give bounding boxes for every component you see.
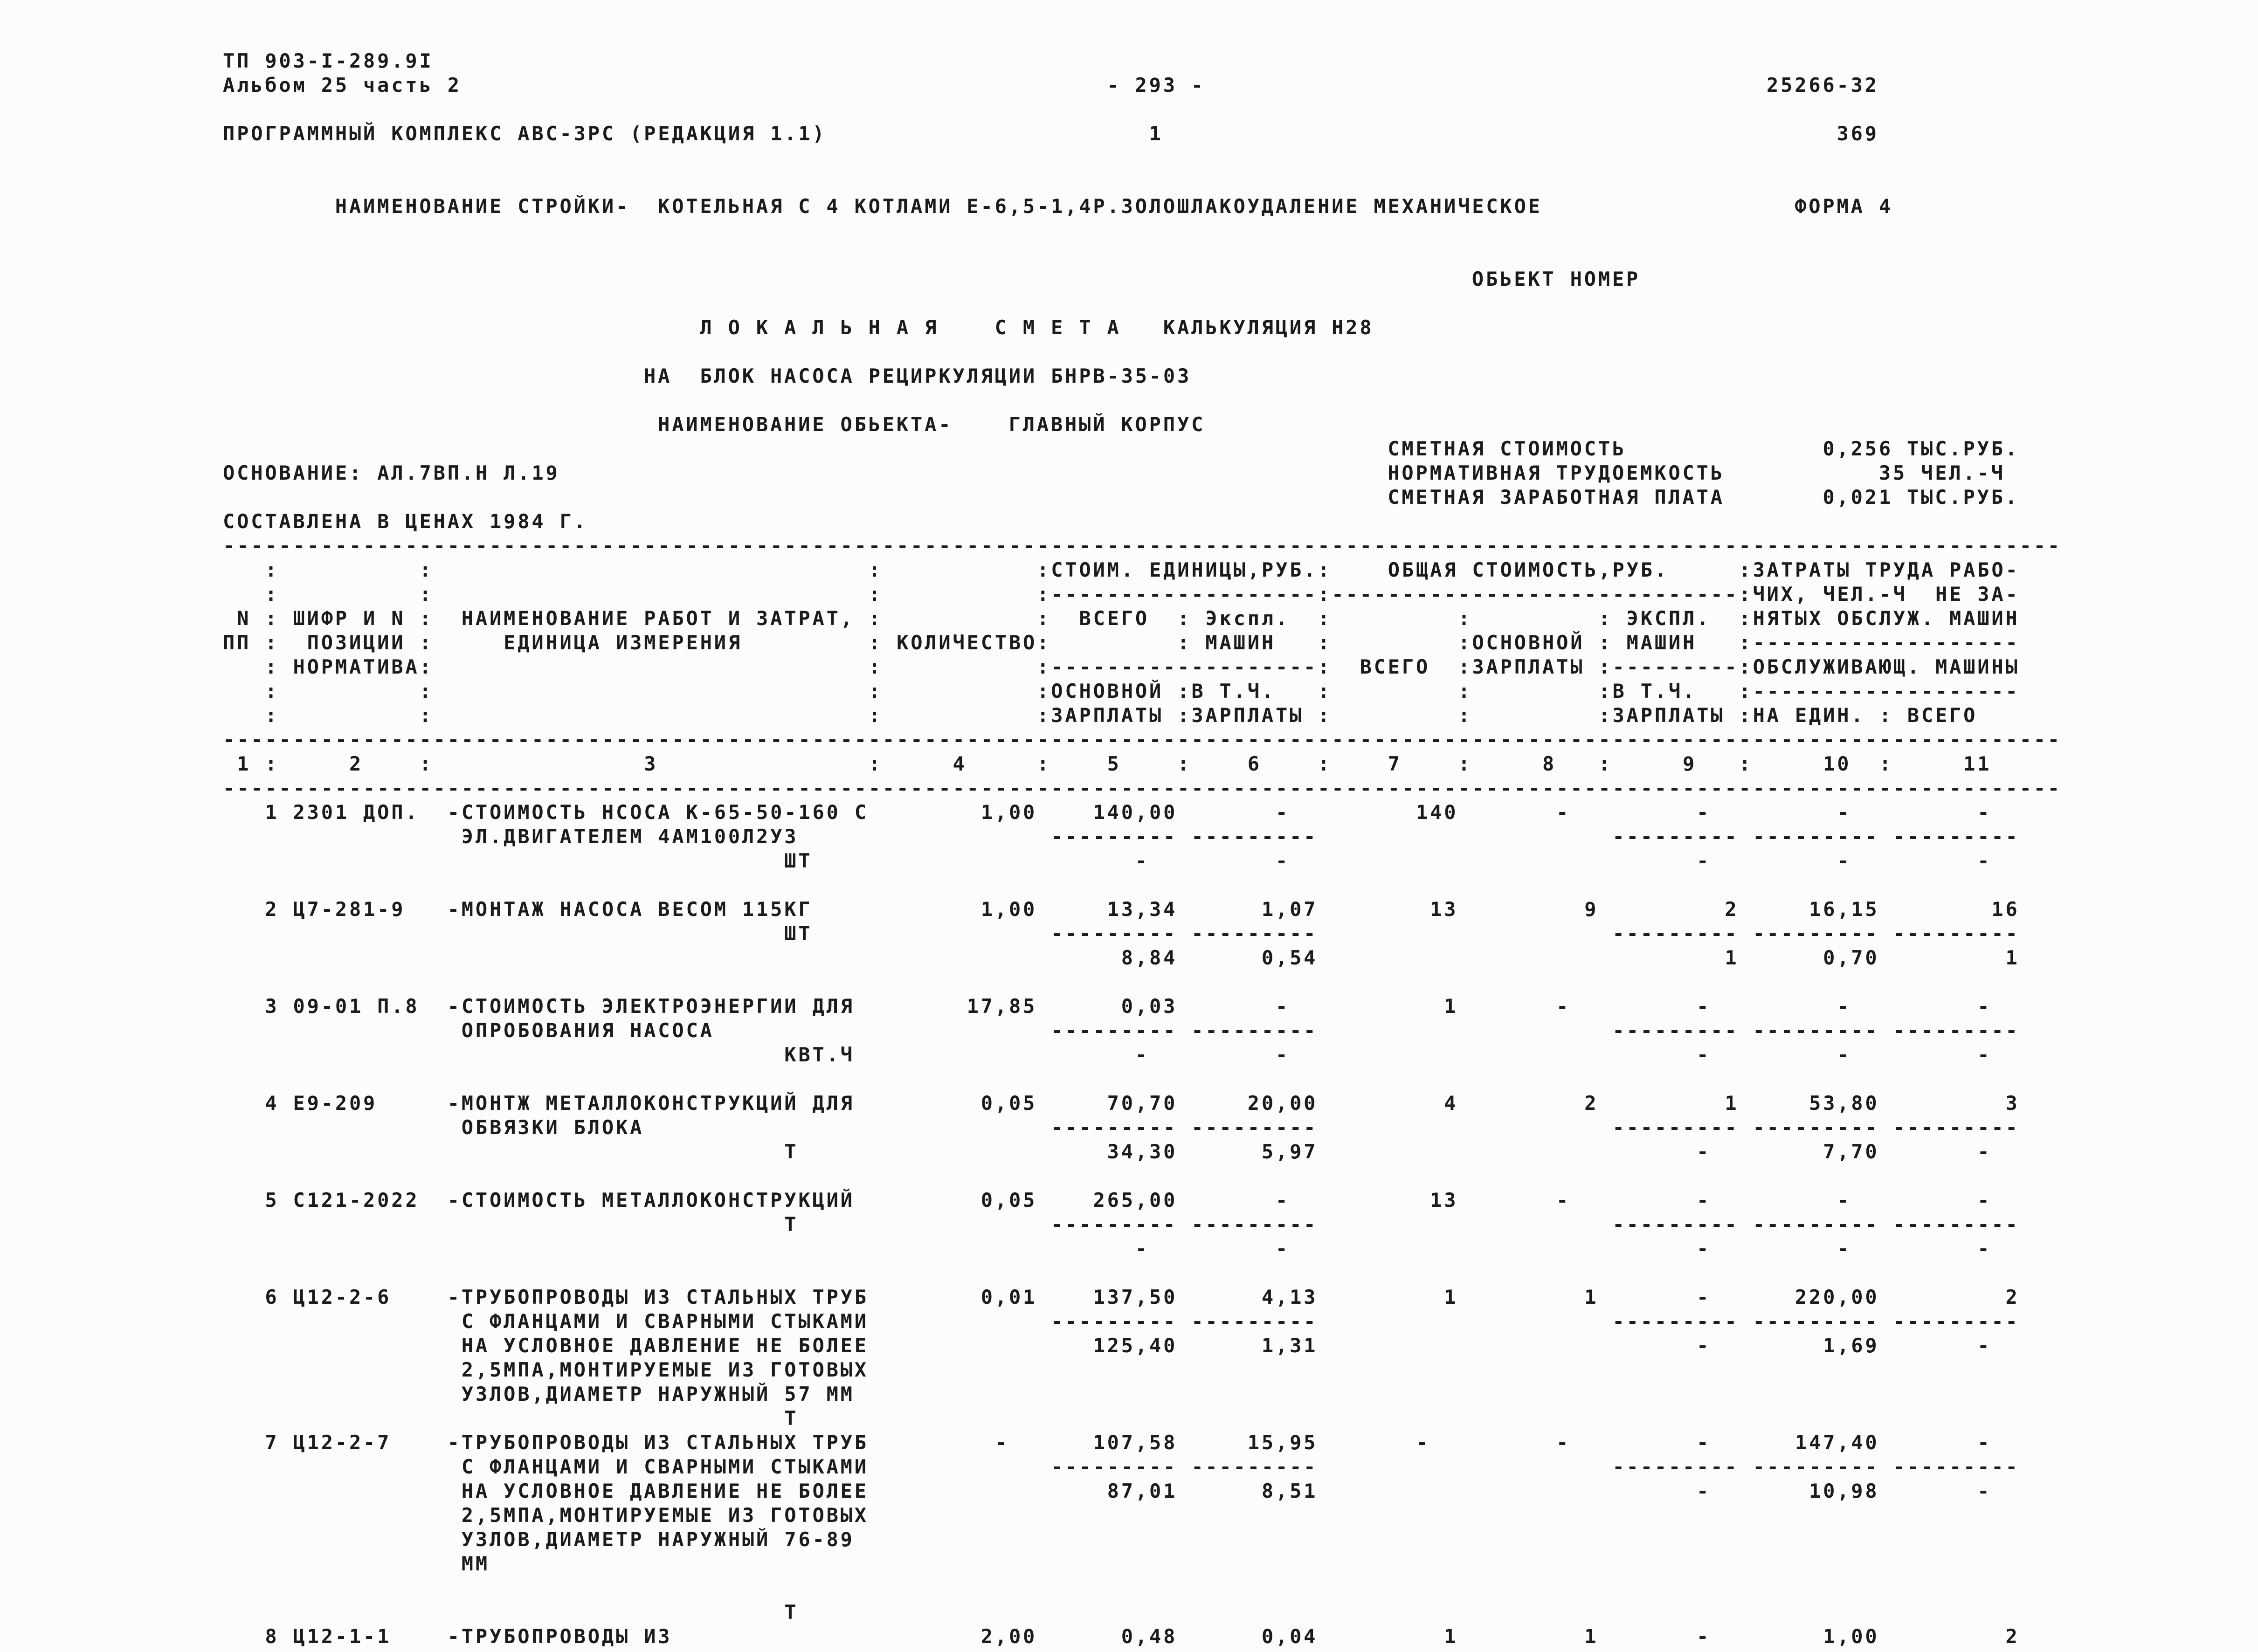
header-line-1: : : : :СТОИМ. ЕДИНИЦЫ,РУБ.: ОБЩАЯ СТОИМОСТЬ,РУБ. :ЗАТРАТЫ ТРУДА РАБО- (223, 558, 2076, 581)
row-7-values-1: 7 Ц12-2-7 -ТРУБОПРОВОДЫ ИЗ СТАЛЬНЫХ ТРУБ - 107,58 15,95 - - - 147,40 - (223, 1431, 2076, 1454)
row-3-values-2: КВТ.Ч - - - - - (223, 1043, 2076, 1066)
sheet-current: 1 (1149, 122, 1163, 145)
row-6-unit: Т (223, 1407, 2076, 1430)
row-spacer (223, 1261, 2076, 1285)
object-number-label: ОБЬЕКТ НОМЕР (1471, 268, 1641, 290)
row-4-separator: ОБВЯЗКИ БЛОКА --------- --------- --------- --------- --------- (223, 1116, 2076, 1139)
row-6-name-4: 2,5МПА,МОНТИРУЕМЫЕ ИЗ ГОТОВЫХ (223, 1358, 2076, 1381)
estimate-table (223, 534, 2076, 1649)
row-1-separator: ЭЛ.ДВИГАТЕЛЕМ 4АМ100Л2У3 --------- --------- --------- --------- --------- (223, 825, 2076, 848)
row-7-separator: С ФЛАНЦАМИ И СВАРНЫМИ СТЫКАМИ --------- --------- --------- --------- --------- (223, 1455, 2076, 1478)
sheet-ref: 369 (1837, 122, 1879, 145)
row-spacer (223, 970, 2076, 994)
row-7-name-6: ММ (223, 1552, 2076, 1575)
row-5-values-2: - - - - - (223, 1237, 2076, 1260)
page-number: - 293 - (1107, 74, 1206, 96)
row-5-separator: Т --------- --------- --------- --------- --------- (223, 1213, 2076, 1236)
object-value: ГЛАВНЫЙ КОРПУС (1008, 413, 1206, 436)
row-7-name-5: УЗЛОВ,ДИАМЕТР НАРУЖНЫЙ 76-89 (223, 1528, 2076, 1551)
row-6-values-1: 6 Ц12-2-6 -ТРУБОПРОВОДЫ ИЗ СТАЛЬНЫХ ТРУБ 0,01 137,50 4,13 1 1 - 220,00 2 (223, 1286, 2076, 1308)
row-spacer (223, 1164, 2076, 1188)
row-1-values-1: 1 2301 ДОП. -СТОИМОСТЬ НСОСА К-65-50-160 С 1,00 140,00 - 140 - - - - (223, 801, 2076, 824)
project-label: НАИМЕНОВАНИЕ СТРОЙКИ- (335, 195, 630, 218)
header-line-7: : : : :ЗАРПЛАТЫ :ЗАРПЛАТЫ : : :ЗАРПЛАТЫ :НА ЕДИН. : ВСЕГО (223, 704, 2076, 727)
row-2-values-2: 8,84 0,54 1 0,70 1 (223, 946, 2076, 969)
object-label: НАИМЕНОВАНИЕ ОБЬЕКТА- (658, 413, 953, 436)
row-6-separator: С ФЛАНЦАМИ И СВАРНЫМИ СТЫКАМИ --------- --------- --------- --------- --------- (223, 1310, 2076, 1333)
column-numbers-row: 1 : 2 : 3 : 4 : 5 : 6 : 7 : 8 : 9 : 10 : 11 (223, 752, 2076, 775)
header-rule: ----------------------------------------------------------------------------------------------------------------------------------- (223, 728, 2062, 751)
row-2-values-1: 2 Ц7-281-9 -МОНТАЖ НАСОСА ВЕСОМ 115КГ 1,00 13,34 1,07 13 9 2 16,15 16 (223, 898, 2076, 921)
row-7-values-2: НА УСЛОВНОЕ ДАВЛЕНИЕ НЕ БОЛЕЕ 87,01 8,51 - 10,98 - (223, 1480, 2076, 1502)
header-line-2: : : : :-------------------:-----------------------------:ЧИХ, ЧЕЛ.-Ч НЕ ЗА- (223, 583, 2076, 606)
labor-value: 35 ЧЕЛ.-Ч (1878, 461, 2005, 484)
prices-note: СОСТАВЛЕНА В ЦЕНАХ 1984 Г. (223, 510, 588, 533)
row-6-name-5: УЗЛОВ,ДИАМЕТР НАРУЖНЫЙ 57 ММ (223, 1383, 2076, 1405)
table-top-rule: ----------------------------------------------------------------------------------------------------------------------------------- (223, 534, 2062, 557)
cost-label: СМЕТНАЯ СТОИМОСТЬ (1388, 437, 1627, 460)
row-3-values-1: 3 09-01 П.8 -СТОИМОСТЬ ЭЛЕКТРОЭНЕРГИИ ДЛЯ 17,85 0,03 - 1 - - - - (223, 995, 2076, 1018)
basis-line: ОСНОВАНИЕ: АЛ.7ВП.Н Л.19 (223, 461, 560, 484)
smeta-title: Л О К А Л Ь Н А Я С М Е Т А КАЛЬКУЛЯЦИЯ Н28 (700, 316, 1374, 339)
row-6-values-2: НА УСЛОВНОЕ ДАВЛЕНИЕ НЕ БОЛЕЕ 125,40 1,31 - 1,69 - (223, 1334, 2076, 1357)
smeta-subject: НА БЛОК НАСОСА РЕЦИРКУЛЯЦИИ БНРВ-35-03 (644, 365, 1192, 387)
row-3-separator: ОПРОБОВАНИЯ НАСОСА --------- --------- --------- --------- --------- (223, 1019, 2076, 1042)
row-spacer (223, 873, 2076, 897)
row-4-values-2: Т 34,30 5,97 - 7,70 - (223, 1140, 2076, 1163)
cost-value: 0,256 ТЫС.РУБ. (1823, 437, 2019, 460)
project-value: КОТЕЛЬНАЯ С 4 КОТЛАМИ Е-6,5-1,4Р.ЗОЛОШЛАКОУДАЛЕНИЕ МЕХАНИЧЕСКОЕ (658, 195, 1542, 218)
inventory-stamp: 25266-32 (1767, 74, 1879, 96)
album-label: Альбом 25 часть 2 (223, 74, 462, 96)
row-7-spacer (223, 1576, 2076, 1600)
row-7-unit: Т (223, 1601, 2076, 1624)
header-line-5: : НОРМАТИВА: : :-------------------: ВСЕГО :ЗАРПЛАТЫ :---------:ОБСЛУЖИВАЮЩ. МАШИНЫ (223, 655, 2076, 678)
header-line-3: N : ШИФР И N : НАИМЕНОВАНИЕ РАБОТ И ЗАТРАТ, : : ВСЕГО : Экспл. : : : ЭКСПЛ. :НЯТЫХ ОБСЛУЖ. МАШИН (223, 607, 2076, 630)
wage-value: 0,021 ТЫС.РУБ. (1823, 486, 2019, 509)
labor-label: НОРМАТИВНАЯ ТРУДОЕМКОСТЬ (1388, 461, 1725, 484)
row-4-values-1: 4 Е9-209 -МОНТЖ МЕТАЛЛОКОНСТРУКЦИЙ ДЛЯ 0,05 70,70 20,00 4 2 1 53,80 3 (223, 1092, 2076, 1115)
header-bottom-rule: ----------------------------------------------------------------------------------------------------------------------------------- (223, 777, 2062, 799)
header-line-4: ПП : ПОЗИЦИИ : ЕДИНИЦА ИЗМЕРЕНИЯ : КОЛИЧЕСТВО: : МАШИН : :ОСНОВНОЙ : МАШИН :------------------- (223, 631, 2076, 654)
doc-code: ТП 903-I-289.9I (223, 49, 434, 72)
row-5-values-1: 5 С121-2022 -СТОИМОСТЬ МЕТАЛЛОКОНСТРУКЦИЙ 0,05 265,00 - 13 - - - - (223, 1189, 2076, 1211)
row-8-values-1: 8 Ц12-1-1 -ТРУБОПРОВОДЫ ИЗ 2,00 0,48 0,04 1 1 - 1,00 2 (223, 1625, 2076, 1648)
wage-label: СМЕТНАЯ ЗАРАБОТНАЯ ПЛАТА (1388, 486, 1725, 509)
forma-label: ФОРМА 4 (1795, 195, 1893, 218)
row-2-separator: ШТ --------- --------- --------- --------- --------- (223, 922, 2076, 945)
header-line-6: : : : :ОСНОВНОЙ :В Т.Ч. : : :В Т.Ч. :------------------- (223, 680, 2076, 702)
row-spacer (223, 1067, 2076, 1091)
row-1-values-2: ШТ - - - - - (223, 849, 2076, 872)
program-line: ПРОГРАММНЫЙ КОМПЛЕКС АВС-3РС (РЕДАКЦИЯ 1.1) (223, 122, 827, 145)
row-7-name-4: 2,5МПА,МОНТИРУЕМЫЕ ИЗ ГОТОВЫХ (223, 1504, 2076, 1527)
